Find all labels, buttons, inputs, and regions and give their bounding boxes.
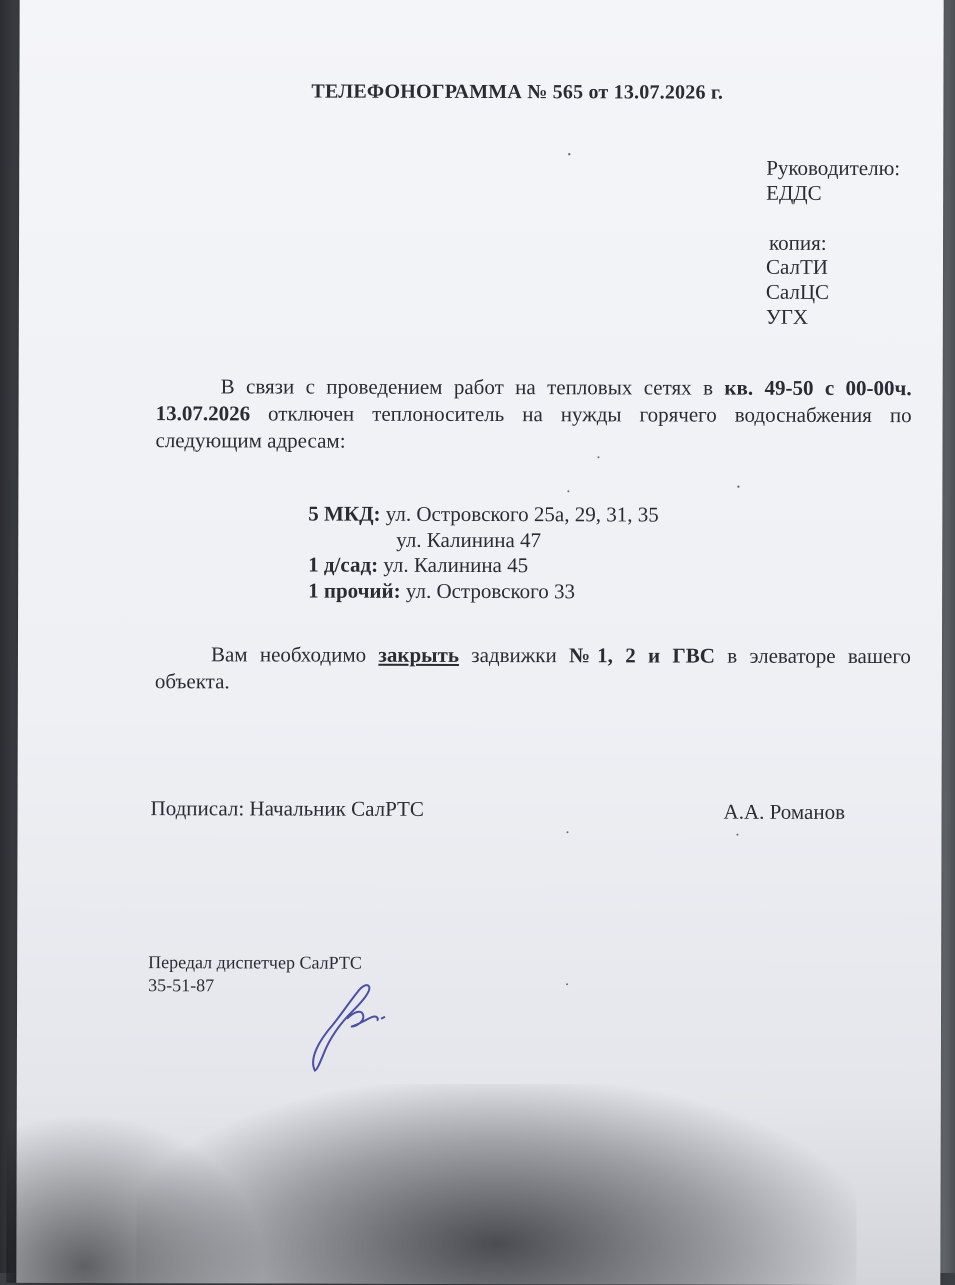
photo-shadow-corner <box>6 1113 266 1284</box>
address-list-label: 5 МКД: <box>308 501 381 526</box>
instruction-text-c: задвижки <box>458 642 570 668</box>
paper-texture <box>16 0 943 1285</box>
address-list-text: ул. Калинина 47 <box>396 527 542 553</box>
address-list-text: ул. Островского 25а, 29, 31, 35 <box>380 501 659 527</box>
instruction-valves: №1, 2 и ГВС <box>568 643 716 668</box>
instruction-action: закрыть <box>378 642 460 667</box>
addressee-label: Руководителю: <box>766 155 901 181</box>
address-list-text: ул. Калинина 45 <box>378 552 529 578</box>
copy-recipient-3: УГХ <box>765 304 809 329</box>
address-list-label: 1 прочий: <box>308 578 401 603</box>
document-title: ТЕЛЕФОНОГРАММА № 565 от 13.07.2026 г. <box>311 80 724 104</box>
dispatcher-phone: 35-51-87 <box>148 975 215 996</box>
notice-text-bold: кв. 49-50 с 00-00ч. 13.07.2026 <box>155 375 912 426</box>
copy-label: копия: <box>769 230 827 255</box>
signer-name: А.А. Романов <box>723 799 846 824</box>
instruction-text-a: Вам необходимо <box>210 642 379 667</box>
address-list-label: 1 д/сад: <box>308 552 379 577</box>
address-list-text: ул. Островского 33 <box>400 578 576 604</box>
instruction-text-e: в элеваторе вашего объекта. <box>154 643 911 694</box>
signed-by: Подписал: Начальник СалРТС <box>150 796 424 821</box>
copy-recipient-1: СалТИ <box>765 254 829 279</box>
notice-text-c: отключен теплоноситель на нужды горячего водоснабжения по следующим адресам: <box>155 401 912 453</box>
document-page <box>16 0 943 1285</box>
notice-text-a: В связи с проведением работ на тепловых сетях в <box>220 374 725 400</box>
transmitted-by: Передал диспетчер СалРТС <box>148 952 362 973</box>
addressee-name: ЕДДС <box>766 180 822 205</box>
copy-recipient-2: СалЦС <box>765 279 830 304</box>
